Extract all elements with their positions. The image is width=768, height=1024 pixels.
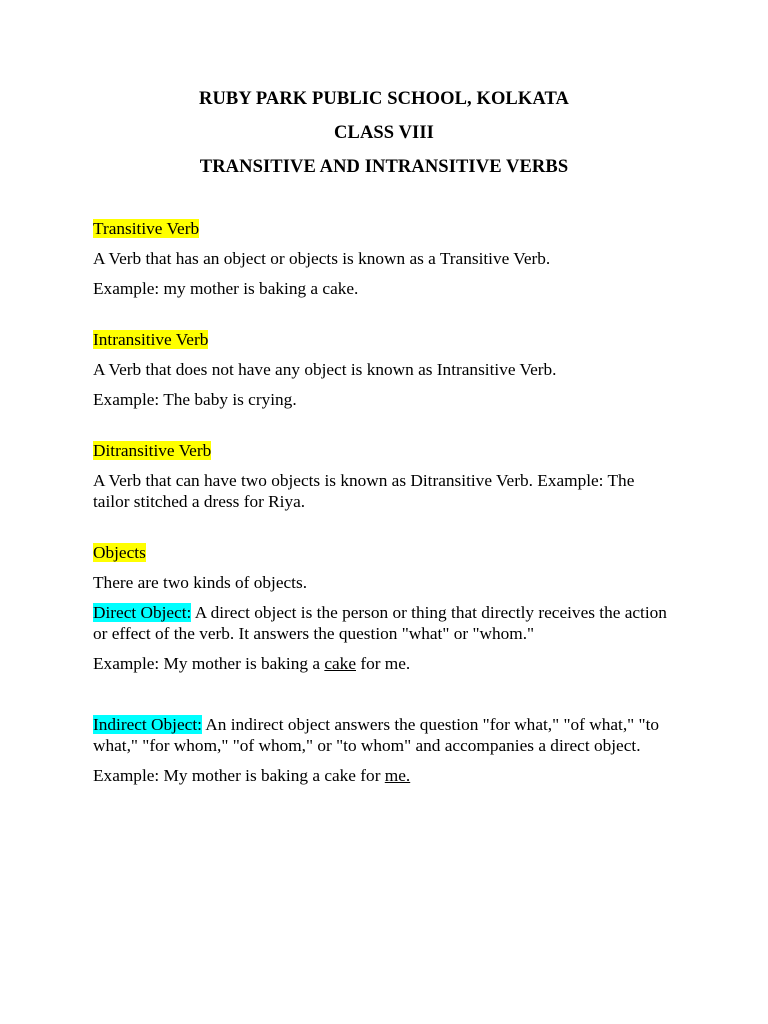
example-text: Example: My mother is baking a cake for [93,766,385,785]
indirect-object-text: An indirect object answers the question "for what," "of what," "to what," "for whom," "of whom," or "to whom" and accompanies a direct object. [93,715,660,755]
section-objects [93,542,675,786]
indirect-object-definition [93,714,675,756]
class-title: CLASS VIII [334,123,434,143]
section-intransitive [93,329,675,410]
direct-object-label: Direct Object: [93,603,192,622]
underlined-object: cake [324,654,356,673]
example-intransitive: Example: The baby is crying. [93,390,297,409]
section-ditransitive [93,440,675,512]
section-transitive [93,218,675,299]
highlighted-title: Objects [93,543,146,562]
highlighted-title: Transitive Verb [93,219,200,238]
indirect-object-label: Indirect Object: [93,715,202,734]
section-title-objects [93,542,675,563]
school-name: RUBY PARK PUBLIC SCHOOL, KOLKATA [199,89,569,109]
direct-object-text: A direct object is the person or thing that directly receives the action or effect of the verb. It answers the question "what" or "whom." [93,603,667,643]
example-text: for me. [356,654,411,673]
topic-title: TRANSITIVE AND INTRANSITIVE VERBS [199,157,569,177]
example-text: Example: My mother is baking a [93,654,325,673]
definition-transitive: A Verb that has an object or objects is known as a Transitive Verb. [93,249,551,268]
direct-object-example [93,653,675,674]
underlined-object: me. [384,766,411,785]
direct-object-definition [93,602,675,644]
section-title-ditransitive [93,440,675,461]
highlighted-title: Intransitive Verb [93,330,209,349]
example-transitive: Example: my mother is baking a cake. [93,279,359,298]
objects-intro: There are two kinds of objects. [93,573,308,592]
section-title-intransitive [93,329,675,350]
highlighted-title: Ditransitive Verb [93,441,212,460]
definition-ditransitive: A Verb that can have two objects is known as Ditransitive Verb. Example: The tailor stitched a dress for Riya. [93,471,635,511]
definition-intransitive: A Verb that does not have any object is known as Intransitive Verb. [93,360,557,379]
indirect-object-example [93,765,675,786]
section-title-transitive [93,218,675,239]
